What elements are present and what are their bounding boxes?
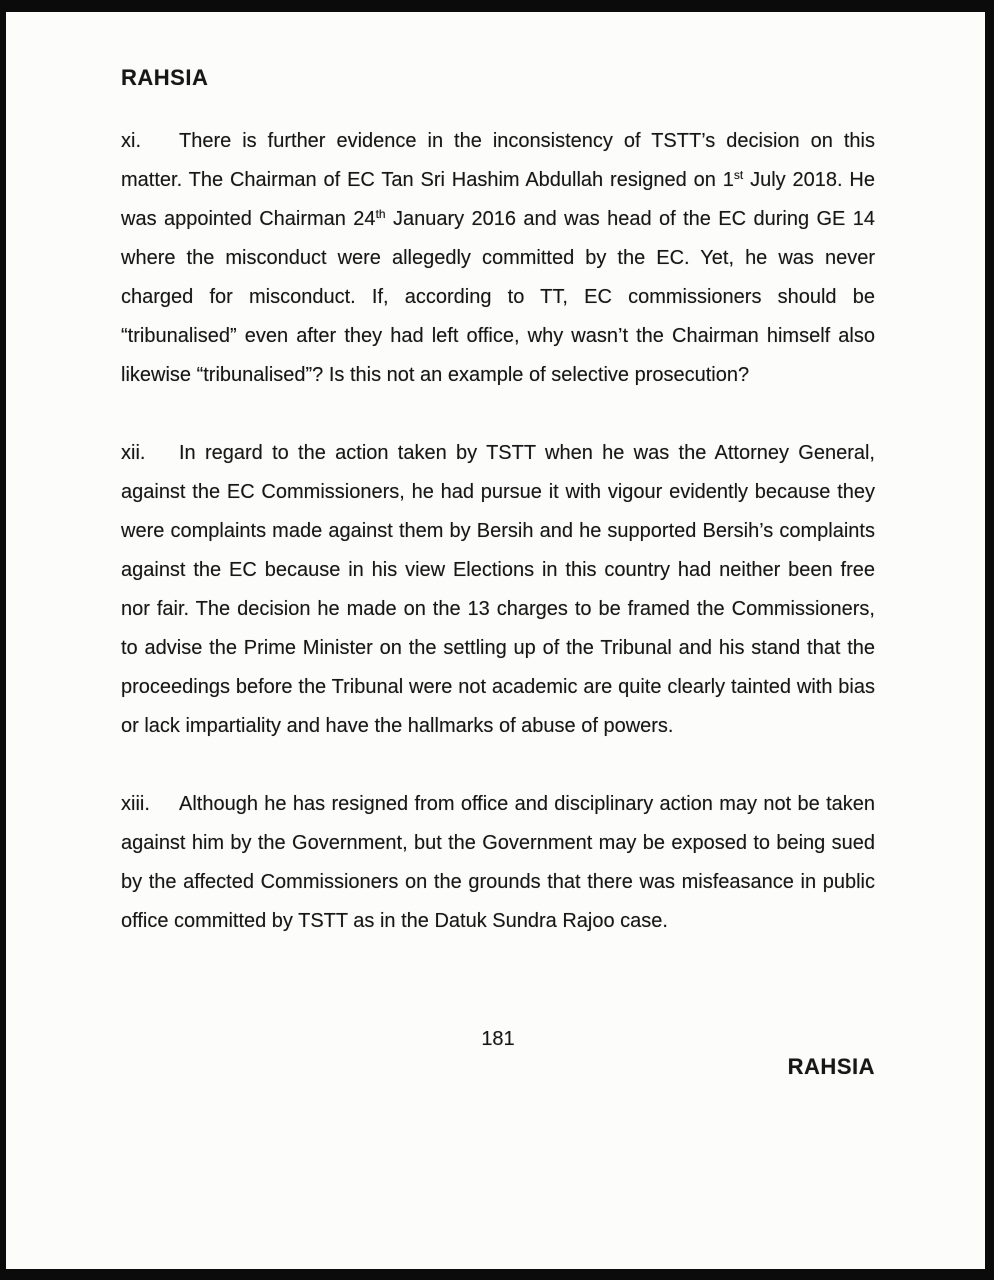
page-content bbox=[6, 12, 985, 1080]
paragraph-text: In regard to the action taken by TSTT when he was the Attorney General, against the EC Commissioners, he had pursue it with vigour evidently because they were complaints made against them by Bersih and he supported Bersih’s complaints against the EC because in his view Elections in this country had neither been free nor fair. The decision he made on the 13 charges to be framed the Commissioners, to advise the Prime Minister on the settling up of the Tribunal and his stand that the proceedings before the Tribunal were not academic are quite clearly tainted with bias or lack impartiality and have the hallmarks of abuse of powers. bbox=[121, 442, 875, 737]
paragraph-xi bbox=[121, 122, 875, 395]
paragraph-xii bbox=[121, 434, 875, 746]
classification-footer: RAHSIA bbox=[787, 1054, 875, 1079]
paragraph-text: There is further evidence in the inconsistency of TSTT’s decision on this matter. The Chairman of EC Tan Sri Hashim Abdullah resigned on 1st July 2018. He was appointed Chairman 24th January 2016 and was head of the EC during GE 14 where the misconduct were allegedly committed by the EC. Yet, he was never charged for misconduct. If, according to TT, EC commissioners should be “tribunalised” even after they had left office, why wasn’t the Chairman himself also likewise “tribunalised”? Is this not an example of selective prosecution? bbox=[121, 130, 875, 386]
page-number: 181 bbox=[481, 1028, 515, 1050]
classification-header: RAHSIA bbox=[121, 65, 209, 90]
paragraph-xiii bbox=[121, 785, 875, 941]
paragraph-number: xi. bbox=[121, 130, 141, 152]
paragraph-text: Although he has resigned from office and disciplinary action may not be taken against him by the Government, but the Government may be exposed to being sued by the affected Commissioners on the grounds that there was misfeasance in public office committed by TSTT as in the Datuk Sundra Rajoo case. bbox=[121, 793, 875, 932]
paragraph-number: xii. bbox=[121, 442, 146, 464]
paragraph-number: xiii. bbox=[121, 793, 150, 815]
